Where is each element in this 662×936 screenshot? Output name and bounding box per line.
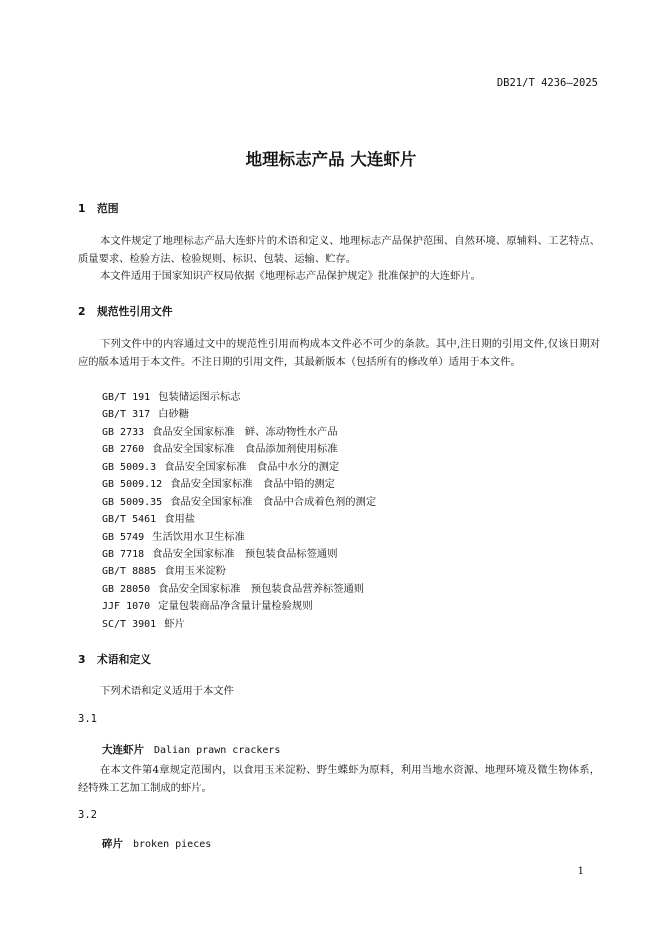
reference-code: GB 7718 [102, 548, 145, 560]
term-entry [102, 738, 280, 757]
section-number: 1 [78, 202, 86, 215]
reference-title: 定量包装商品净含量计量检验规则 [158, 600, 313, 613]
reference-item [102, 441, 376, 458]
reference-title: 食品安全国家标准 预包装食品营养标签通则 [158, 582, 365, 595]
reference-code: GB 5009.12 [102, 479, 163, 491]
reference-title: 食品安全国家标准 食品中铅的测定 [170, 478, 335, 491]
reference-title: 虾片 [164, 617, 185, 630]
scope-paragraph-2: 本文件适用于国家知识产权局依据《地理标志产品保护规定》批准保护的大连虾片。 [100, 270, 481, 282]
document-code: DB21/T 4236—2025 [496, 77, 598, 89]
document-title: 地理标志产品 大连虾片 [245, 150, 417, 169]
reference-title: 食品安全国家标准 鲜、冻动物性水产品 [152, 425, 338, 438]
term-english: Dalian prawn crackers [154, 745, 281, 756]
reference-code: GB 5749 [102, 531, 145, 543]
section-number: 2 [78, 305, 86, 318]
reference-code: GB/T 8885 [102, 566, 157, 578]
reference-title: 包装储运图示标志 [158, 391, 241, 403]
reference-item [102, 546, 376, 563]
reference-code: GB 2760 [102, 444, 145, 456]
scope-paragraph-1: 本文件规定了地理标志产品大连虾片的术语和定义、地理标志产品保护范围、自然环境、原辅料、工艺特点、质量要求、检验方法、检验规则、标识、包装、运输、贮存。 [78, 235, 600, 265]
reference-title: 食品安全国家标准 食品添加剂使用标准 [152, 443, 338, 456]
term-chinese: 大连虾片 [102, 744, 144, 756]
term-definition: 在本文件第4章规定范围内，以食用玉米淀粉、野生蝶虾为原料，利用当地水资源、地理环境及微生物体系，经特殊工艺加工制成的虾片。 [78, 764, 600, 794]
reference-item [102, 563, 376, 580]
reference-title: 食品安全国家标准 食品中合成着色剂的测定 [170, 495, 377, 508]
reference-item [102, 424, 376, 441]
reference-item [102, 476, 376, 493]
reference-item [102, 459, 376, 476]
reference-list [102, 389, 376, 633]
reference-title: 食用玉米淀粉 [164, 565, 226, 578]
page-number: 1 [577, 866, 584, 877]
reference-code: GB/T 317 [102, 409, 151, 421]
reference-item [102, 511, 376, 528]
reference-code: GB 5009.3 [102, 461, 157, 473]
reference-code: GB/T 191 [102, 392, 151, 403]
reference-title: 食品安全国家标准 食品中水分的测定 [164, 460, 340, 473]
term-entry [102, 832, 211, 851]
section-heading-scope [78, 201, 119, 216]
reference-code: JJF 1070 [102, 601, 151, 613]
reference-code: SC/T 3901 [102, 618, 157, 630]
reference-title: 生活饮用水卫生标准 [152, 530, 245, 543]
reference-title: 食品安全国家标准 预包装食品标签通则 [152, 547, 338, 560]
section-number: 3 [78, 653, 86, 666]
term-english: broken pieces [133, 839, 212, 850]
section-title: 规范性引用文件 [97, 305, 173, 318]
terms-intro-paragraph: 下列术语和定义适用于本文件 [100, 685, 234, 697]
reference-item [102, 389, 376, 406]
term-number: 3.1 [78, 713, 97, 725]
term-chinese: 碎片 [102, 838, 123, 850]
reference-code: GB 2733 [102, 426, 145, 438]
reference-title: 食用盐 [164, 513, 196, 526]
section-heading-terms-definitions [78, 652, 151, 667]
reference-code: GB 5009.35 [102, 496, 163, 508]
reference-item [102, 529, 376, 546]
reference-code: GB/T 5461 [102, 514, 157, 526]
reference-item [102, 494, 376, 511]
reference-item [102, 616, 376, 633]
reference-item [102, 406, 376, 423]
reference-item [102, 581, 376, 598]
term-number: 3.2 [78, 809, 97, 821]
references-intro-paragraph: 下列文件中的内容通过文中的规范性引用而构成本文件必不可少的条款。其中,注日期的引用文件,仅该日期对应的版本适用于本文件。不注日期的引用文件，其最新版本（包括所有的修改单）适用于本文件。 [78, 338, 600, 368]
reference-title: 白砂糖 [158, 408, 190, 421]
reference-item [102, 598, 376, 615]
reference-code: GB 28050 [102, 583, 151, 595]
section-title: 术语和定义 [97, 653, 151, 666]
section-heading-normative-references [78, 304, 173, 319]
section-title: 范围 [97, 202, 119, 215]
